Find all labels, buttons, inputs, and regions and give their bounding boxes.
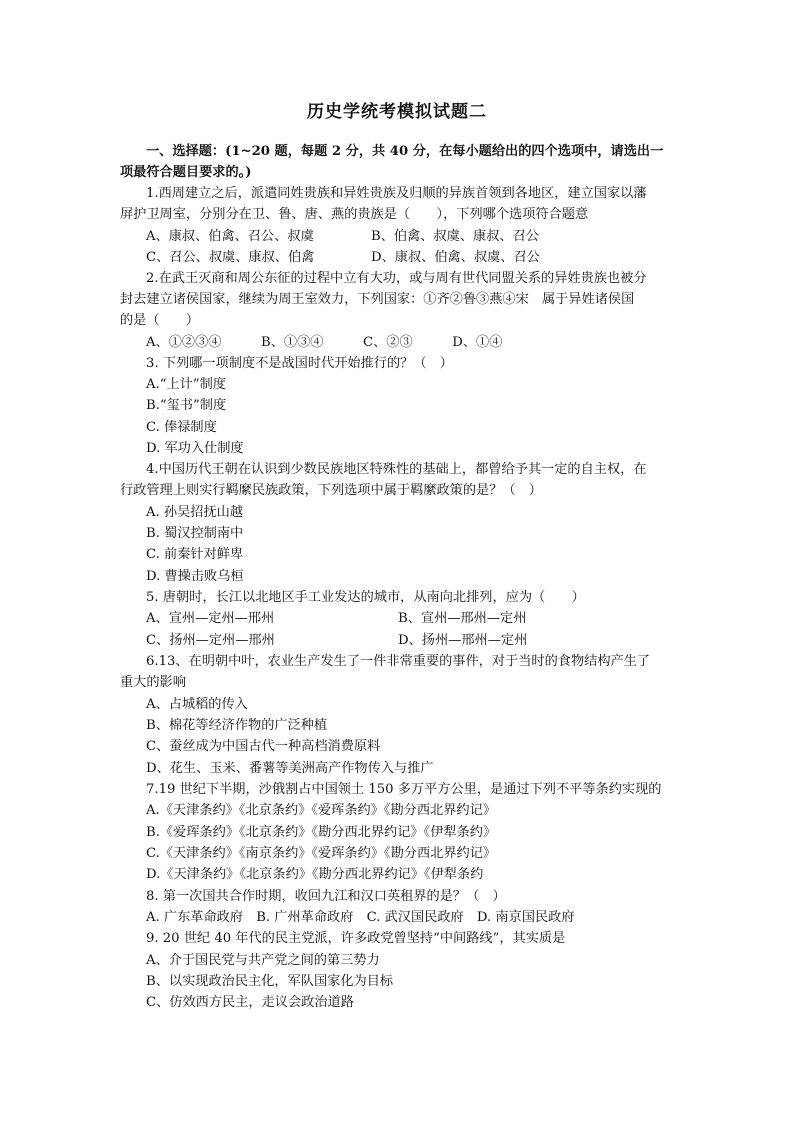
q1-option-d: D、康叔、伯禽、叔虞、召公 [371,250,540,265]
q7-option-a: A.《天津条约》《北京条约》《爱珲条约》《勘分西北界约记》 [146,803,496,818]
q4-option-c: C. 前秦针对鲜卑 [146,547,244,562]
q3-option-c: C. 俸禄制度 [146,420,217,435]
q1-option-c: C、召公、叔虞、康叔、伯禽 [146,250,315,265]
q6-option-a: A、占城稻的传入 [146,697,248,712]
q2-stem-line2: 封去建立诸侯国家，继续为周王室效力，下列国家：①齐②鲁③燕④宋 属于异姓诸侯国 [120,292,635,307]
q8-stem: 8. 第一次国共合作时期，收回九江和汉口英租界的是？（ ） [146,889,506,904]
q1-stem-line2: 屏护卫周室，分别分在卫、鲁、唐、燕的贵族是（ ），下列哪个选项符合题意 [120,207,589,222]
q3-stem: 3. 下列哪一项制度不是战国时代开始推行的？（ ） [146,356,453,371]
q6-option-d: D、花生、玉米、番薯等美洲高产作物传入与推广 [146,761,434,776]
q9-option-b: B、以实现政治民主化，军队国家化为目标 [146,974,394,989]
q5-option-a: A、宣州—定州—邢州 [146,611,275,626]
q4-stem-line1: 4.中国历代王朝在认识到少数民族地区特殊性的基础上，都曾给予其一定的自主权，在 [146,462,647,477]
q6-option-c: C、蚕丝成为中国古代一种高档消费原料 [146,739,381,754]
q5-option-d: D、扬州—邢州—定州 [398,633,528,648]
q6-stem-line2: 重大的影响 [120,675,186,690]
q6-stem-line1: 6.13、在明朝中叶，农业生产发生了一件非常重要的事件，对于当时的食物结构产生了 [146,654,651,669]
q5-option-b: B、宣州—邢州—定州 [398,611,527,626]
page-title: 历史学统考模拟试题二 [307,102,487,122]
q9-option-a: A、介于国民党与共产党之间的第三势力 [146,953,380,968]
q7-option-d: D.《天津条约》《北京条约》《勘分西北界约记》《伊犁条约 [146,867,484,882]
q5-option-c: C、扬州—定州—邢州 [146,633,275,648]
q3-option-b: B.“玺书”制度 [146,398,227,413]
q4-stem-line2: 行政管理上则实行羁縻民族政策，下列选项中属于羁縻政策的是？（ ） [120,483,542,498]
q1-stem-line1: 1.西周建立之后，派遣同姓贵族和异姓贵族及归顺的异族首领到各地区，建立国家以藩 [146,186,647,201]
q2-options: A、①②③④ B、①③④ C、②③ D、①④ [146,335,503,350]
q4-option-a: A. 孙吴招抚山越 [146,505,244,520]
q7-option-b: B.《爱珲条约》《北京条约》《勘分西北界约记》《伊犁条约》 [146,825,497,840]
q9-stem: 9. 20 世纪 40 年代的民主党派，许多政党曾坚持“中间路线”，其实质是 [146,931,566,946]
q5-stem: 5. 唐朝时，长江以北地区手工业发达的城市，从南向北排列，应为（ ） [146,590,585,605]
q4-option-b: B. 蜀汉控制南中 [146,526,244,541]
q1-option-b: B、伯禽、叔虞、康叔、召公 [371,229,539,244]
section-header-line1: 一、选择题：(1~20 题，每题 2 分，共 40 分，在每小题给出的四个选项中，请选出一 [146,144,664,159]
q7-stem: 7.19 世纪下半期，沙俄割占中国领土 150 多万平方公里，是通过下列不平等条约实现的 [146,782,662,797]
q3-option-a: A.“上计”制度 [146,377,226,392]
q7-option-c: C.《天津条约》《南京条约》《爱珲条约》《勘分西北界约记》 [146,846,497,861]
q2-stem-line1: 2.在武王灭商和周公东征的过程中立有大功，或与周有世代同盟关系的异姓贵族也被分 [146,271,647,286]
section-header-line2: 项最符合题目要求的。) [120,165,252,180]
q3-option-d: D. 军功入仕制度 [146,441,244,456]
q4-option-d: D. 曹操击败乌桓 [146,569,244,584]
q6-option-b: B、棉花等经济作物的广泛种植 [146,718,328,733]
q1-option-a: A、康叔、伯禽、召公、叔虞 [146,229,314,244]
q2-stem-line3: 的是（ ） [120,313,200,328]
q8-options: A. 广东革命政府 B. 广州革命政府 C. 武汉国民政府 D. 南京国民政府 [146,910,575,925]
q9-option-c: C、仿效西方民主，走议会政治道路 [146,995,354,1010]
